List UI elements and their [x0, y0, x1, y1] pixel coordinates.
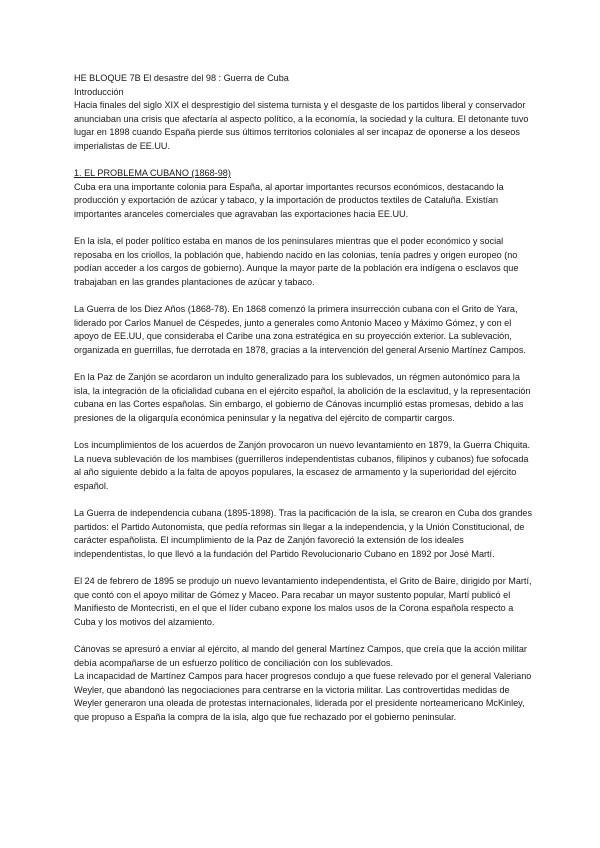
document-title: HE BLOQUE 7B El desastre del 98 : Guerra de Cuba [74, 73, 289, 83]
paragraph-canovas: Cánovas se apresuró a enviar al ejército, al mando del general Martínez Campos, que creía que la acción militar debía acompañarse de un esfuerzo político de conciliación con los sublevados. [74, 643, 527, 668]
document-page [74, 72, 536, 725]
paragraph-grito-baire: El 24 de febrero de 1895 se produjo un nuevo levantamiento independentista, el Grito de Baire, dirigido por Martí, que contó con el apoyo militar de Gómez y Maceo. Para recabar un mayor sustento popular, Martí publicó el Manifiesto de Montecristi, en el que el líder cubano expone los malos usos de la Corona española respecto a Cuba y los motivos del alzamiento. [74, 575, 532, 627]
spacer [74, 222, 536, 236]
paragraph-weyler: La incapacidad de Martínez Campos para hacer progresos condujo a que fuese relevado por el general Valeriano Weyler, que abandonó las negociaciones para centrarse en la victoria militar. Las controvertidas medidas de Weyler generaron una oleada de protestas internacionales, liderada por el presidente norteamericano McKinley, que propuso a España la compra de la isla, algo que fue rechazado por el gobierno peninsular. [74, 671, 532, 722]
paragraph-independence-war: La Guerra de independencia cubana (1895-1898). Tras la pacificación de la isla, se crearon en Cuba dos grandes partidos: el Partido Autonomista, que pedía reformas sin llegar a la independencia, y la Unión Constitucional, de carácter españolista. El incumplimiento de la Paz de Zanjón favoreció la extensión de los ideales independentistas, lo que llevó a la fundación del Partido Revolucionario Cubano en 1892 por José Martí. [74, 508, 533, 559]
spacer [74, 493, 536, 507]
spacer [74, 629, 536, 643]
spacer [74, 357, 536, 371]
spacer [74, 154, 536, 168]
intro-heading: Introducción [74, 86, 124, 97]
paragraph-political-power: En la isla, el poder político estaba en manos de los peninsulares mientras que el poder económico y social reposaba en los criollos, la población que, habiendo nacido en las colonias, tenía padres y origen europeo (no podían acceder a los cargos de gobierno). Aunque la mayor parte de la población era indígena o esclavos que trabajaban en las grandes plantaciones de azúcar y tabaco. [74, 236, 519, 287]
intro-paragraph: Hacia finales del siglo XIX el desprestigio del sistema turnista y el desgaste de los partidos liberal y conservador anunciaban una crisis que afectaría al aspecto político, a la economía, la sociedad y la cultura. El detonante tuvo lugar en 1898 cuando España pierde sus últimos territorios coloniales al ser incapaz de oponerse a los deseos imperialistas de EE.UU. [74, 100, 529, 151]
paragraph-guerra-chiquita: Los incumplimientos de los acuerdos de Zanjón provocaron un nuevo levantamiento en 1879, la Guerra Chiquita. La nueva sublevación de los mambises (guerrilleros independentistas cubanos, filipinos y cubanos) fue sofocada al año siguiente debido a la falta de apoyos populares, la escasez de armamento y la superioridad del ejército español. [74, 440, 530, 491]
paragraph-peace-zanjon: En la Paz de Zanjón se acordaron un indulto generalizado para los sublevados, un régmen autonómico para la isla, la integración de la oficialidad cubana en el ejército español, la abolición de la esclavitud, y la representación cubana en las Cortes españolas. Sin embargo, el gobierno de Cánovas incumplió estas promesas, debido a las presiones de la oligarquía económica peninsular y la negativa del ejército de compartir cargos. [74, 372, 531, 423]
paragraph-cuba-colony: Cuba era una importante colonia para España, al aportar importantes recursos económicos, destacando la producción y exportación de azúcar y tabaco, y la importación de productos textiles de Cataluña. Existían importantes aranceles comerciales que agravaban las exportaciones hacia EE.UU. [74, 181, 504, 219]
spacer [74, 561, 536, 575]
paragraph-ten-years-war: La Guerra de los Diez Años (1868-78). En 1868 comenzó la primera insurrección cubana con el Grito de Yara, liderado por Carlos Manuel de Céspedes, junto a generales como Antonio Maceo y Máximo Gómez, y con el apoyo de EE.UU, que consideraba el Caribe una zona estratégica en su proyección exterior. La sublevación, organizada en guerrillas, fue derrotada en 1878, gracias a la intervención del general Arsenio Martínez Campos. [74, 304, 526, 355]
spacer [74, 425, 536, 439]
spacer [74, 290, 536, 304]
section-heading: 1. EL PROBLEMA CUBANO (1868-98) [74, 168, 231, 179]
